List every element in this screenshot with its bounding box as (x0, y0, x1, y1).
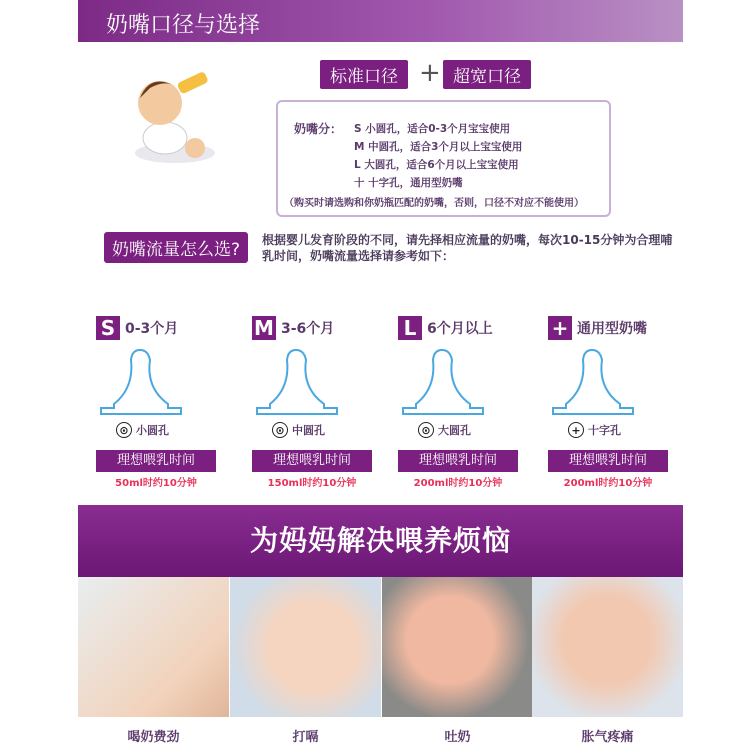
photo-caption: 胀气疼痛 (581, 730, 634, 745)
info-line: S 小圆孔，适合0-3个月宝宝使用 (354, 123, 511, 135)
ideal-feeding-time-bar: 理想喂乳时间 (252, 450, 372, 472)
size-age-label: 0-3个月 (125, 321, 179, 337)
size-age-label: 6个月以上 (427, 321, 493, 337)
size-letter-badge: M (252, 316, 276, 340)
mom-solution-banner (78, 505, 683, 577)
photo-caption: 喝奶费劲 (127, 730, 180, 745)
ideal-feeding-time-bar: 理想喂乳时间 (398, 450, 518, 472)
standard-caliber-tag: 标准口径 (320, 60, 408, 89)
baby-drinking-illustration (120, 68, 230, 178)
nipple-info-box (276, 100, 611, 217)
photo-caption: 吐奶 (444, 730, 471, 745)
hole-type-label: 大圆孔 (438, 424, 471, 437)
hole-type-icon: ⊙ (116, 422, 132, 438)
hole-type-label: 小圆孔 (136, 424, 169, 437)
feeding-time-value: 200ml时约10分钟 (413, 478, 503, 489)
ideal-feeding-time-bar: 理想喂乳时间 (96, 450, 216, 472)
nipple-size-column (548, 316, 688, 489)
hole-type-icon: ⊙ (418, 422, 434, 438)
header-banner (78, 0, 683, 42)
nipple-outline-icon (398, 348, 498, 418)
flow-description: 根据婴儿发育阶段的不同，请先择相应流量的奶嘴，每次10-15分钟为合理哺乳时间，奶嘴流量选择请参考如下： (262, 233, 673, 263)
nipple-outline-icon (252, 348, 352, 418)
hole-type-icon: ⊙ (272, 422, 288, 438)
hole-type-icon: + (568, 422, 584, 438)
flow-question-tag: 奶嘴流量怎么选? (104, 232, 248, 263)
ideal-feeding-time-bar: 理想喂乳时间 (548, 450, 668, 472)
banner-title: 为妈妈解决喂养烦恼 (249, 524, 511, 557)
feeding-time-value: 150ml时约10分钟 (267, 478, 357, 489)
photo-caption: 打嗝 (292, 730, 319, 745)
nipple-size-column (398, 316, 538, 489)
hole-type-label: 十字孔 (588, 424, 621, 437)
info-label: 奶嘴分： (294, 122, 343, 136)
wide-caliber-tag: 超宽口径 (443, 60, 531, 89)
size-age-label: 通用型奶嘴 (577, 321, 647, 337)
feeding-time-value: 50ml时约10分钟 (115, 478, 197, 489)
photo-baby-crying (532, 577, 683, 717)
nipple-size-column (252, 316, 392, 489)
info-note: （购买时请选购和你奶瓶匹配的奶嘴，否则，口径不对应不能使用） (284, 198, 584, 209)
nipple-size-column (96, 316, 236, 489)
photo-baby-hiccup (230, 577, 381, 717)
header-title: 奶嘴口径与选择 (106, 13, 261, 38)
feeding-time-value: 200ml时约10分钟 (563, 478, 653, 489)
size-letter-badge: L (398, 316, 422, 340)
info-line: L 大圆孔，适合6个月以上宝宝使用 (354, 159, 519, 171)
plus-sign: + (419, 58, 441, 88)
photo-baby-spitting (382, 577, 533, 717)
info-line: M 中圆孔，适合3个月以上宝宝使用 (354, 141, 523, 153)
photo-baby-drinking (78, 577, 229, 717)
size-letter-badge: + (548, 316, 572, 340)
info-line: 十 十字孔，通用型奶嘴 (354, 177, 463, 189)
hole-type-label: 中圆孔 (292, 424, 325, 437)
size-age-label: 3-6个月 (281, 321, 335, 337)
nipple-outline-icon (96, 348, 196, 418)
nipple-outline-icon (548, 348, 648, 418)
size-letter-badge: S (96, 316, 120, 340)
